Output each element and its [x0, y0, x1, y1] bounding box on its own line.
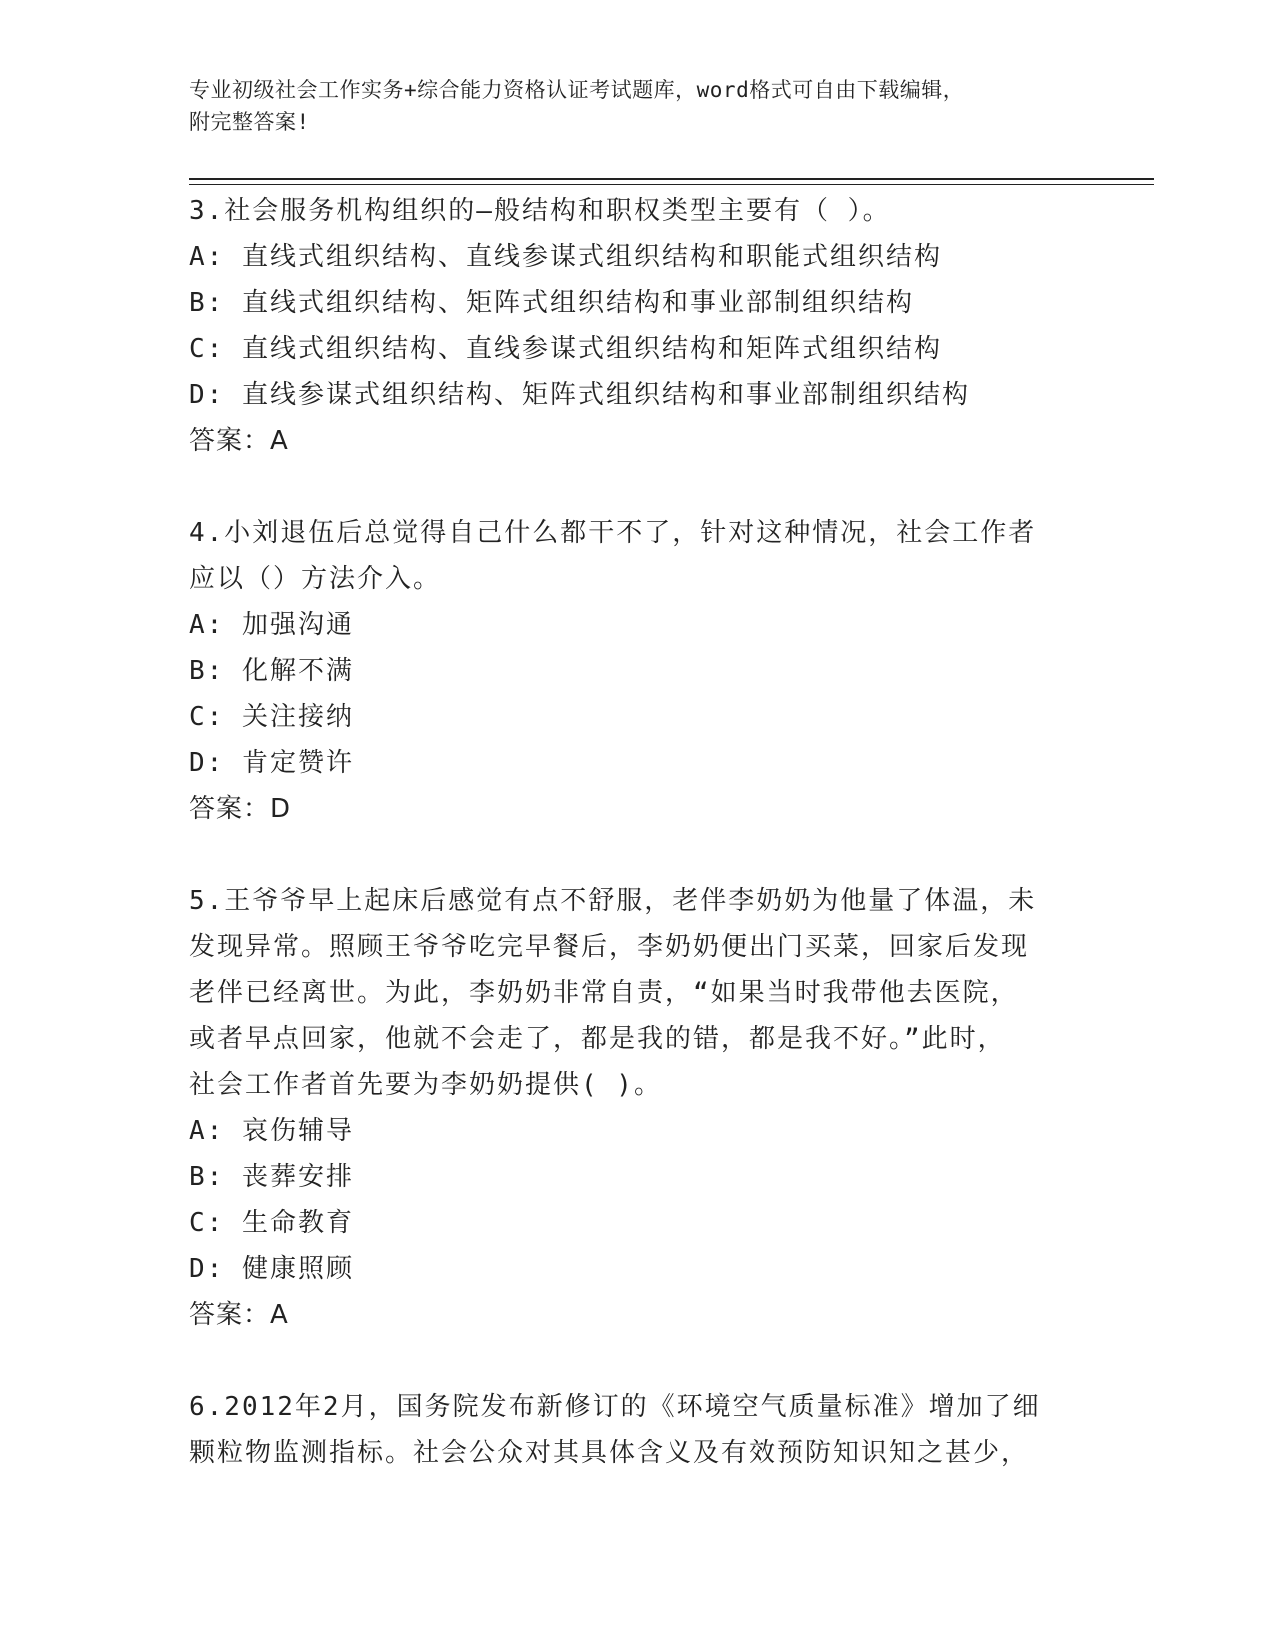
answer-label: 答案：A [189, 426, 289, 456]
question-text: 5.王爷爷早上起床后感觉有点不舒服，老伴李奶奶为他量了体温，未 [189, 886, 1037, 916]
option-c: C: 直线式组织结构、直线参谋式组织结构和矩阵式组织结构 [189, 334, 942, 364]
option-b: B: 丧葬安排 [189, 1162, 354, 1192]
header-line-2: 附完整答案! [189, 110, 310, 134]
question-text: 3.社会服务机构组织的—般结构和职权类型主要有（ ）。 [189, 196, 891, 226]
option-c: C: 生命教育 [189, 1208, 354, 1238]
option-d: D: 肯定赞许 [189, 748, 354, 778]
question-list [189, 188, 1109, 1522]
question-text: 发现异常。照顾王爷爷吃完早餐后，李奶奶便出门买菜，回家后发现 [189, 932, 1030, 962]
option-a: A: 加强沟通 [189, 610, 354, 640]
question-text: 老伴已经离世。为此，李奶奶非常自责，“如果当时我带他去医院， [189, 978, 1019, 1008]
option-b: B: 化解不满 [189, 656, 354, 686]
option-d: D: 健康照顾 [189, 1254, 354, 1284]
option-c: C: 关注接纳 [189, 702, 354, 732]
question-text: 6.2012年2月，国务院发布新修订的《环境空气质量标准》增加了细 [189, 1392, 1041, 1422]
answer-label: 答案：A [189, 1300, 289, 1330]
question-text: 应以（）方法介入。 [189, 564, 442, 594]
option-d: D: 直线参谋式组织结构、矩阵式组织结构和事业部制组织结构 [189, 380, 970, 410]
header-line-1: 专业初级社会工作实务+综合能力资格认证考试题库，word格式可自由下载编辑， [189, 78, 965, 102]
question-text: 社会工作者首先要为李奶奶提供( )。 [189, 1070, 662, 1100]
question-6 [189, 1384, 1109, 1476]
question-text: 颗粒物监测指标。社会公众对其具体含义及有效预防知识知之甚少， [189, 1438, 1030, 1468]
header-divider-thin [189, 184, 1154, 185]
option-b: B: 直线式组织结构、矩阵式组织结构和事业部制组织结构 [189, 288, 914, 318]
question-4 [189, 510, 1109, 832]
question-5 [189, 878, 1109, 1338]
option-a: A: 直线式组织结构、直线参谋式组织结构和职能式组织结构 [189, 242, 942, 272]
option-a: A: 哀伤辅导 [189, 1116, 354, 1146]
header-divider-thick [189, 178, 1154, 180]
question-3 [189, 188, 1109, 464]
answer-label: 答案：D [189, 794, 292, 824]
question-text: 或者早点回家，他就不会走了，都是我的错，都是我不好。”此时， [189, 1024, 1006, 1054]
document-header [189, 74, 1069, 138]
question-text: 4.小刘退伍后总觉得自己什么都干不了，针对这种情况，社会工作者 [189, 518, 1037, 548]
